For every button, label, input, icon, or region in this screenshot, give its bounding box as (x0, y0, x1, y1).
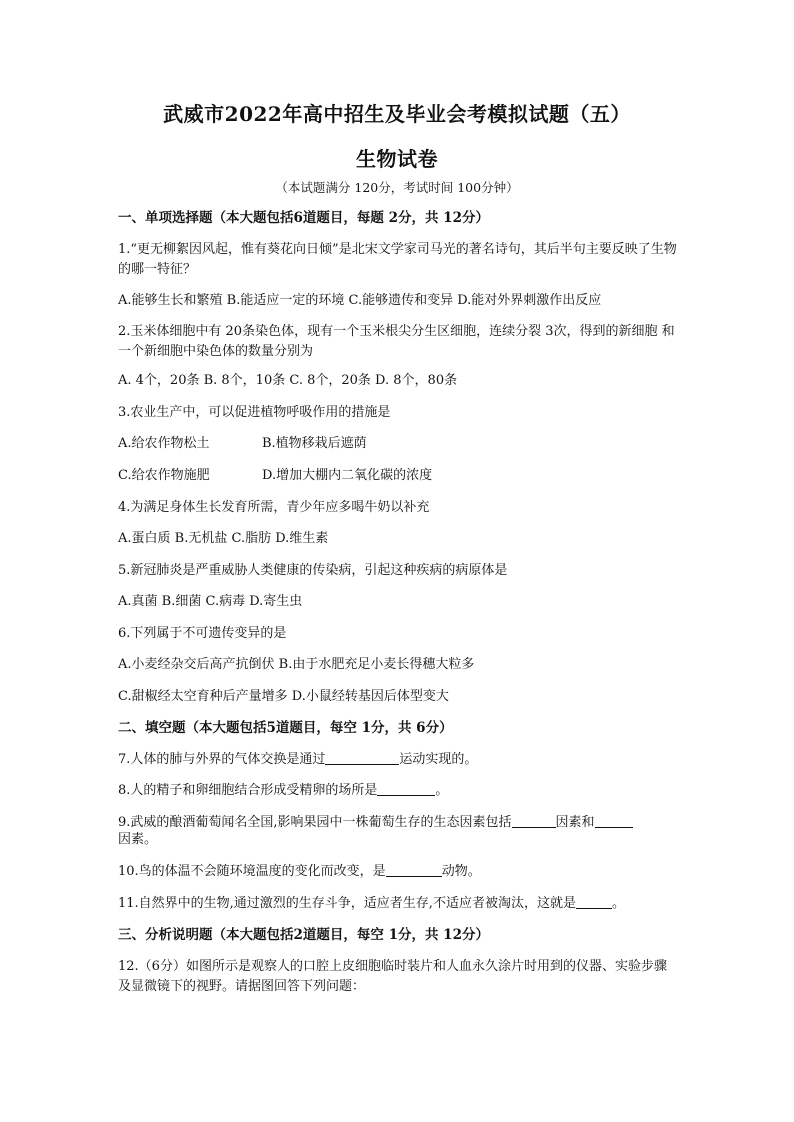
question-3-option-a: A.给农作物松土 (118, 436, 210, 451)
question-10-text: 10.鸟的体温不会随环境温度的变化而改变，是 (118, 864, 386, 879)
question-7-text: 7.人体的肺与外界的气体交换是通过 (118, 752, 326, 767)
question-9-cont: 因素。 (118, 832, 158, 847)
answer-blank[interactable] (595, 813, 633, 828)
answer-blank[interactable] (377, 781, 435, 796)
exam-title: 武威市2022年高中招生及毕业会考模拟试题（五） (163, 102, 631, 126)
question-7-text-end: 运动实现的。 (399, 752, 478, 767)
question-1-options: A.能够生长和繁殖 B.能适应一定的环境 C.能够遗传和变异 D.能对外界刺激作出反应 (118, 293, 602, 308)
question-1-stem: 1.“更无柳絮因风起，惟有葵花向日倾”是北宋文学家司马光的著名诗句，其后半句主要反映了生物的哪一特征？ (118, 242, 677, 277)
question-9-text: 9.武威的酿酒葡萄闻名全国,影响果园中一株葡萄生存的生态因素包括 (118, 815, 512, 830)
answer-blank[interactable] (325, 750, 399, 765)
question-7 (118, 750, 678, 770)
question-8 (118, 781, 678, 801)
question-11-text-end: 。 (611, 896, 625, 911)
question-3-option-c: C.给农作物施肥 (118, 468, 210, 483)
question-2-stem: 2.玉米体细胞中有 20条染色体，现有一个玉米根尖分生区细胞，连续分裂 3次，得到的新细胞 和一个新细胞中染色体的数量分别为 (118, 324, 675, 359)
question-8-text: 8.人的精子和卵细胞结合形成受精卵的场所是 (118, 783, 378, 798)
section-heading-1: 一、单项选择题（本大题包括6道题目，每题 2分，共 12分） (118, 210, 489, 226)
question-8-text-end: 。 (435, 783, 449, 798)
question-3-options-ab (118, 434, 678, 454)
question-3-options-cd (118, 466, 678, 486)
answer-blank[interactable] (576, 894, 612, 909)
question-11-text: 11.自然界中的生物,通过激烈的生存斗争，适应者生存,不适应者被淘汰，这就是 (118, 896, 576, 911)
question-11 (118, 894, 678, 914)
section-heading-3: 三、分析说明题（本大题包括2道题目，每空 1分，共 12分） (118, 927, 489, 943)
question-6-options-ab: A.小麦经杂交后高产抗倒伏 B.由于水肥充足小麦长得穗大粒多 (118, 657, 475, 672)
question-9-text-mid: 因素和 (555, 815, 595, 830)
exam-note: （本试题满分 120分，考试时间 100分钟） (275, 180, 519, 195)
question-6-stem: 6.下列属于不可遗传变异的是 (118, 626, 287, 641)
question-3-option-d: D.增加大棚内二氧化碳的浓度 (262, 468, 433, 483)
question-5-options: A.真菌 B.细菌 C.病毒 D.寄生虫 (118, 594, 303, 609)
question-3-option-b: B.植物移栽后遮荫 (262, 436, 367, 451)
question-5-stem: 5.新冠肺炎是严重威胁人类健康的传染病，引起这种疾病的病原体是 (118, 563, 508, 578)
question-2-options: A. 4个，20条 B. 8个，10条 C. 8个，20条 D. 8个，80条 (118, 373, 458, 388)
section-heading-2: 二、填空题（本大题包括5道题目，每空 1分，共 6分） (118, 720, 453, 736)
question-4-options: A.蛋白质 B.无机盐 C.脂肪 D.维生素 (118, 531, 329, 546)
question-3-stem: 3.农业生产中，可以促进植物呼吸作用的措施是 (118, 405, 391, 420)
question-10 (118, 862, 678, 882)
question-4-stem: 4.为满足身体生长发育所需，青少年应多喝牛奶以补充 (118, 500, 430, 515)
question-10-text-end: 动物。 (441, 864, 481, 879)
exam-subtitle: 生物试卷 (356, 147, 438, 171)
answer-blank[interactable] (512, 813, 556, 828)
answer-blank[interactable] (386, 862, 442, 877)
question-12-stem: 12.（6分）如图所示是观察人的口腔上皮细胞临时装片和人血永久涂片时用到的仪器、实验步骤及显微镜下的视野。请据图回答下列问题： (118, 959, 667, 994)
question-6-options-cd: C.甜椒经太空育种后产量增多 D.小鼠经转基因后体型变大 (118, 689, 449, 704)
